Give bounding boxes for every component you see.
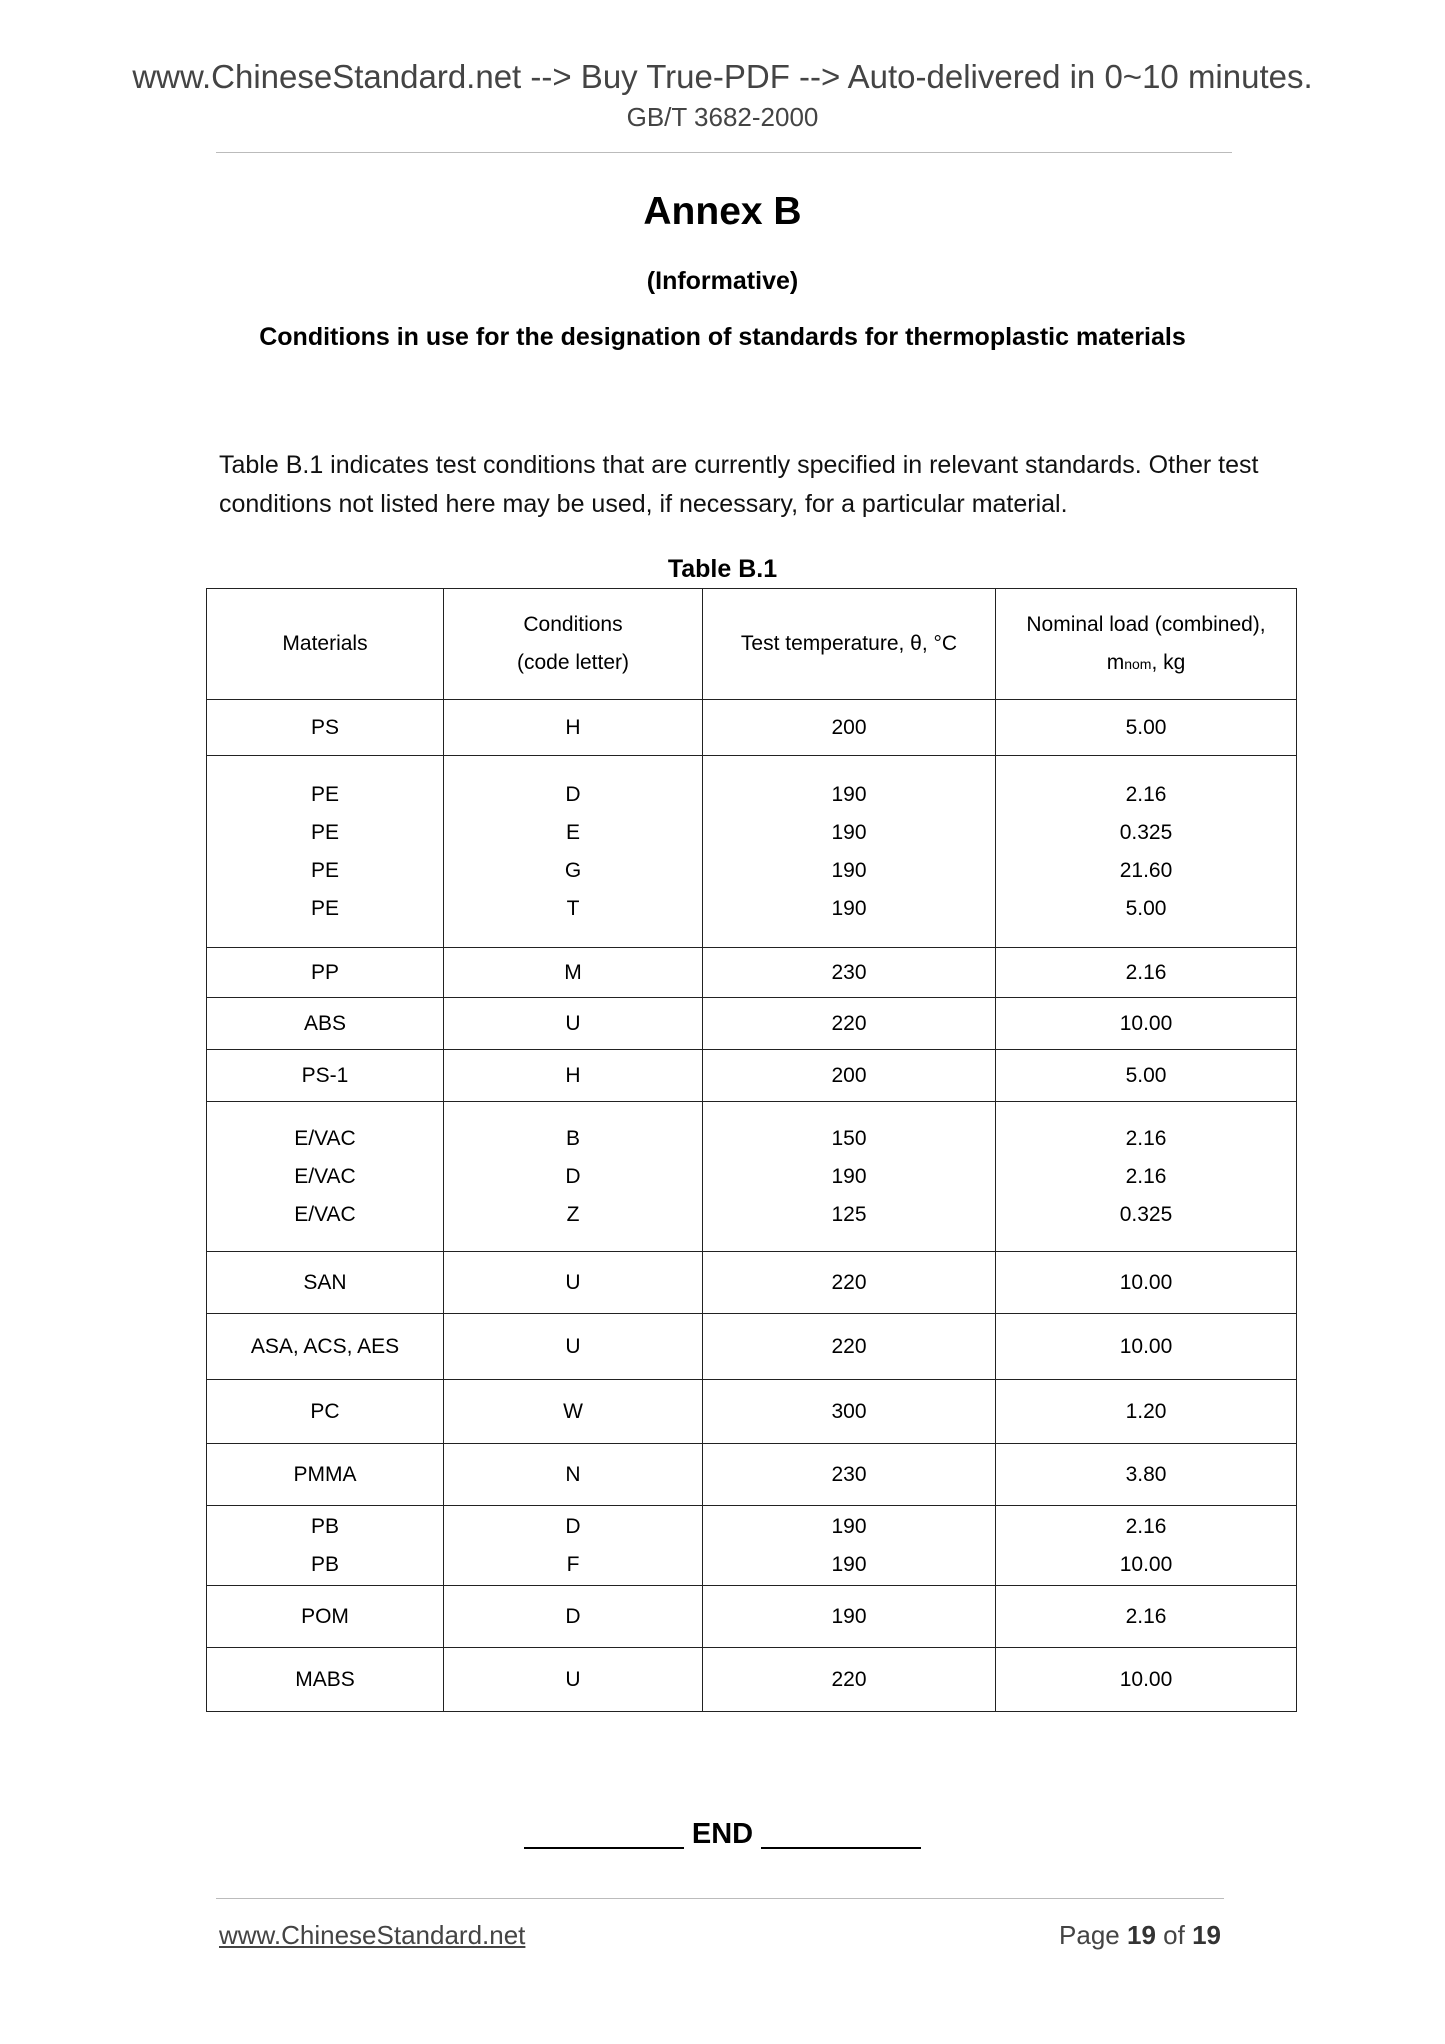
temperature-cell-value: 190 xyxy=(831,896,867,920)
load-cell-value: 5.00 xyxy=(1125,896,1167,920)
header-temperature: Test temperature, θ, °C xyxy=(703,589,996,700)
condition-cell-value: N xyxy=(565,1462,581,1486)
temperature-cell xyxy=(703,998,996,1050)
header-load-subscript: nom xyxy=(1124,655,1152,672)
material-cell-value: MABS xyxy=(295,1667,355,1691)
material-cell-value: SAN xyxy=(303,1270,347,1294)
temperature-cell-value: 220 xyxy=(831,1011,867,1035)
table-row xyxy=(207,1380,1297,1444)
intro-paragraph: Table B.1 indicates test conditions that are currently specified in relevant standards. Other test conditions not listed here may be used, if necessary, for a particular material. xyxy=(219,451,1259,518)
end-rule-left xyxy=(524,1847,684,1849)
material-cell xyxy=(207,756,444,948)
load-cell-value: 5.00 xyxy=(1125,1063,1167,1087)
material-cell xyxy=(207,1586,444,1648)
condition-cell-value: U xyxy=(565,1270,581,1294)
load-cell-value: 5.00 xyxy=(1125,715,1167,739)
temperature-cell xyxy=(703,1314,996,1380)
material-cell xyxy=(207,1252,444,1314)
table-row xyxy=(207,1648,1297,1712)
material-cell-value: PMMA xyxy=(293,1462,357,1486)
load-cell xyxy=(996,700,1297,756)
material-cell-value: PE xyxy=(310,820,339,844)
header-load-unit: , kg xyxy=(1151,650,1186,674)
temperature-cell-value: 190 xyxy=(831,1164,867,1188)
condition-cell-value: Z xyxy=(566,1202,580,1226)
footer-site-link[interactable]: www.ChineseStandard.net xyxy=(219,1920,526,1950)
load-cell-value: 3.80 xyxy=(1125,1462,1167,1486)
load-cell xyxy=(996,1102,1297,1252)
temperature-cell xyxy=(703,1586,996,1648)
temperature-cell-value: 220 xyxy=(831,1270,867,1294)
material-cell-value: PB xyxy=(310,1514,339,1538)
temperature-cell-value: 190 xyxy=(831,1552,867,1576)
material-cell-value: ABS xyxy=(303,1011,347,1035)
temperature-cell-value: 190 xyxy=(831,858,867,882)
material-cell-value: PE xyxy=(310,858,339,882)
page-current: 19 xyxy=(1127,1920,1156,1950)
temperature-cell xyxy=(703,1252,996,1314)
load-cell xyxy=(996,1252,1297,1314)
material-cell-value: E/VAC xyxy=(294,1126,356,1150)
material-cell-value: PS xyxy=(310,715,339,739)
condition-cell-value: D xyxy=(565,1514,581,1538)
temperature-cell xyxy=(703,1444,996,1506)
condition-cell-value: M xyxy=(564,960,582,984)
load-cell-value: 10.00 xyxy=(1119,1334,1173,1358)
material-cell-value: PE xyxy=(310,896,339,920)
condition-cell-value: T xyxy=(566,896,580,920)
end-marker xyxy=(0,1818,1445,1851)
condition-cell-value: G xyxy=(564,858,582,882)
material-cell xyxy=(207,1050,444,1102)
condition-cell xyxy=(444,1380,703,1444)
load-cell xyxy=(996,1314,1297,1380)
temperature-cell xyxy=(703,1380,996,1444)
condition-cell xyxy=(444,1586,703,1648)
load-cell xyxy=(996,756,1297,948)
header-load-line2 xyxy=(996,644,1296,683)
load-cell-value: 10.00 xyxy=(1119,1270,1173,1294)
material-cell xyxy=(207,700,444,756)
material-cell-value: E/VAC xyxy=(294,1164,356,1188)
condition-cell-value: U xyxy=(565,1667,581,1691)
temperature-cell-value: 190 xyxy=(831,1514,867,1538)
material-cell xyxy=(207,1380,444,1444)
material-cell-value: E/VAC xyxy=(294,1202,356,1226)
condition-cell xyxy=(444,756,703,948)
material-cell xyxy=(207,998,444,1050)
header-load-symbol: m xyxy=(1106,650,1125,674)
table-row xyxy=(207,1252,1297,1314)
load-cell-value: 10.00 xyxy=(1119,1667,1173,1691)
condition-cell xyxy=(444,998,703,1050)
condition-cell-value: U xyxy=(565,1334,581,1358)
header-materials: Materials xyxy=(207,589,444,700)
condition-cell xyxy=(444,1102,703,1252)
material-cell xyxy=(207,1648,444,1712)
header-conditions-line1: Conditions xyxy=(523,613,623,636)
load-cell-value: 2.16 xyxy=(1125,1164,1167,1188)
material-cell-value: PP xyxy=(310,960,339,984)
table-row xyxy=(207,998,1297,1050)
condition-cell xyxy=(444,948,703,998)
temperature-cell xyxy=(703,700,996,756)
condition-cell-value: F xyxy=(566,1552,580,1576)
table-body xyxy=(207,700,1297,1712)
annex-title: Annex B xyxy=(643,190,802,233)
load-cell-value: 10.00 xyxy=(1119,1011,1173,1035)
temperature-cell-value: 220 xyxy=(831,1667,867,1691)
condition-cell xyxy=(444,700,703,756)
load-cell xyxy=(996,1586,1297,1648)
load-cell-value: 21.60 xyxy=(1119,858,1173,882)
page-of: of xyxy=(1163,1920,1185,1950)
condition-cell xyxy=(444,1252,703,1314)
header-load-line1: Nominal load (combined), xyxy=(1026,612,1266,636)
annex-description: Conditions in use for the designation of standards for thermoplastic materials xyxy=(259,323,1186,351)
footer-page-number xyxy=(1059,1920,1221,1951)
load-cell xyxy=(996,948,1297,998)
load-cell xyxy=(996,998,1297,1050)
temperature-cell xyxy=(703,1102,996,1252)
load-cell xyxy=(996,1380,1297,1444)
temperature-cell-value: 200 xyxy=(831,1063,867,1087)
condition-cell xyxy=(444,1050,703,1102)
temperature-cell-value: 190 xyxy=(831,782,867,806)
load-cell-value: 0.325 xyxy=(1119,1202,1173,1226)
load-cell xyxy=(996,1648,1297,1712)
condition-cell-value: D xyxy=(565,1164,581,1188)
page-total: 19 xyxy=(1192,1920,1221,1950)
header-conditions-line2: (code letter) xyxy=(516,651,630,674)
load-cell-value: 1.20 xyxy=(1125,1399,1167,1423)
condition-cell-value: U xyxy=(565,1011,581,1035)
condition-cell-value: B xyxy=(565,1126,580,1150)
material-cell-value: PE xyxy=(310,782,339,806)
header-divider xyxy=(216,152,1232,153)
material-cell-value: PS-1 xyxy=(301,1063,349,1087)
condition-cell-value: D xyxy=(565,1604,581,1628)
material-cell xyxy=(207,1102,444,1252)
material-cell-value: PC xyxy=(310,1399,340,1423)
table-row xyxy=(207,1102,1297,1252)
table-row xyxy=(207,1586,1297,1648)
annex-subtitle: (Informative) xyxy=(646,267,799,295)
conditions-table xyxy=(206,588,1297,1712)
header-load xyxy=(996,589,1297,700)
table-row xyxy=(207,1050,1297,1102)
material-cell-value: PB xyxy=(310,1552,339,1576)
temperature-cell-value: 125 xyxy=(831,1202,867,1226)
load-cell xyxy=(996,1506,1297,1586)
condition-cell-value: H xyxy=(565,715,581,739)
temperature-cell xyxy=(703,1506,996,1586)
material-cell xyxy=(207,948,444,998)
table-header-row xyxy=(207,589,1297,700)
end-text: END xyxy=(691,1818,754,1850)
temperature-cell xyxy=(703,948,996,998)
condition-cell-value: E xyxy=(565,820,580,844)
page-word: Page xyxy=(1059,1920,1120,1950)
temperature-cell-value: 200 xyxy=(831,715,867,739)
temperature-cell xyxy=(703,1648,996,1712)
material-cell-value: ASA, ACS, AES xyxy=(250,1334,400,1358)
material-cell xyxy=(207,1444,444,1506)
temperature-cell-value: 230 xyxy=(831,960,867,984)
table-row xyxy=(207,756,1297,948)
table-row xyxy=(207,1506,1297,1586)
temperature-cell xyxy=(703,756,996,948)
footer-divider xyxy=(216,1898,1224,1899)
load-cell-value: 2.16 xyxy=(1125,1514,1167,1538)
table-row xyxy=(207,700,1297,756)
material-cell-value: POM xyxy=(301,1604,349,1628)
condition-cell-value: H xyxy=(565,1063,581,1087)
condition-cell xyxy=(444,1444,703,1506)
load-cell xyxy=(996,1444,1297,1506)
table-row xyxy=(207,1444,1297,1506)
table-row xyxy=(207,948,1297,998)
end-rule-right xyxy=(761,1847,921,1849)
header-banner: www.ChineseStandard.net --> Buy True-PDF --> Auto-delivered in 0~10 minutes. xyxy=(132,58,1313,95)
document-code: GB/T 3682-2000 xyxy=(626,102,819,132)
load-cell-value: 2.16 xyxy=(1125,1604,1167,1628)
temperature-cell-value: 220 xyxy=(831,1334,867,1358)
condition-cell xyxy=(444,1314,703,1380)
load-cell-value: 2.16 xyxy=(1125,960,1167,984)
temperature-cell xyxy=(703,1050,996,1102)
load-cell xyxy=(996,1050,1297,1102)
temperature-cell-value: 190 xyxy=(831,1604,867,1628)
table-caption: Table B.1 xyxy=(667,555,778,583)
condition-cell xyxy=(444,1506,703,1586)
temperature-cell-value: 300 xyxy=(831,1399,867,1423)
load-cell-value: 2.16 xyxy=(1125,1126,1167,1150)
condition-cell-value: W xyxy=(563,1399,583,1423)
material-cell xyxy=(207,1314,444,1380)
condition-cell xyxy=(444,1648,703,1712)
temperature-cell-value: 230 xyxy=(831,1462,867,1486)
temperature-cell-value: 150 xyxy=(831,1126,867,1150)
load-cell-value: 2.16 xyxy=(1125,782,1167,806)
load-cell-value: 10.00 xyxy=(1119,1552,1173,1576)
condition-cell-value: D xyxy=(565,782,581,806)
material-cell xyxy=(207,1506,444,1586)
table-row xyxy=(207,1314,1297,1380)
header-conditions xyxy=(444,589,703,700)
load-cell-value: 0.325 xyxy=(1119,820,1173,844)
temperature-cell-value: 190 xyxy=(831,820,867,844)
